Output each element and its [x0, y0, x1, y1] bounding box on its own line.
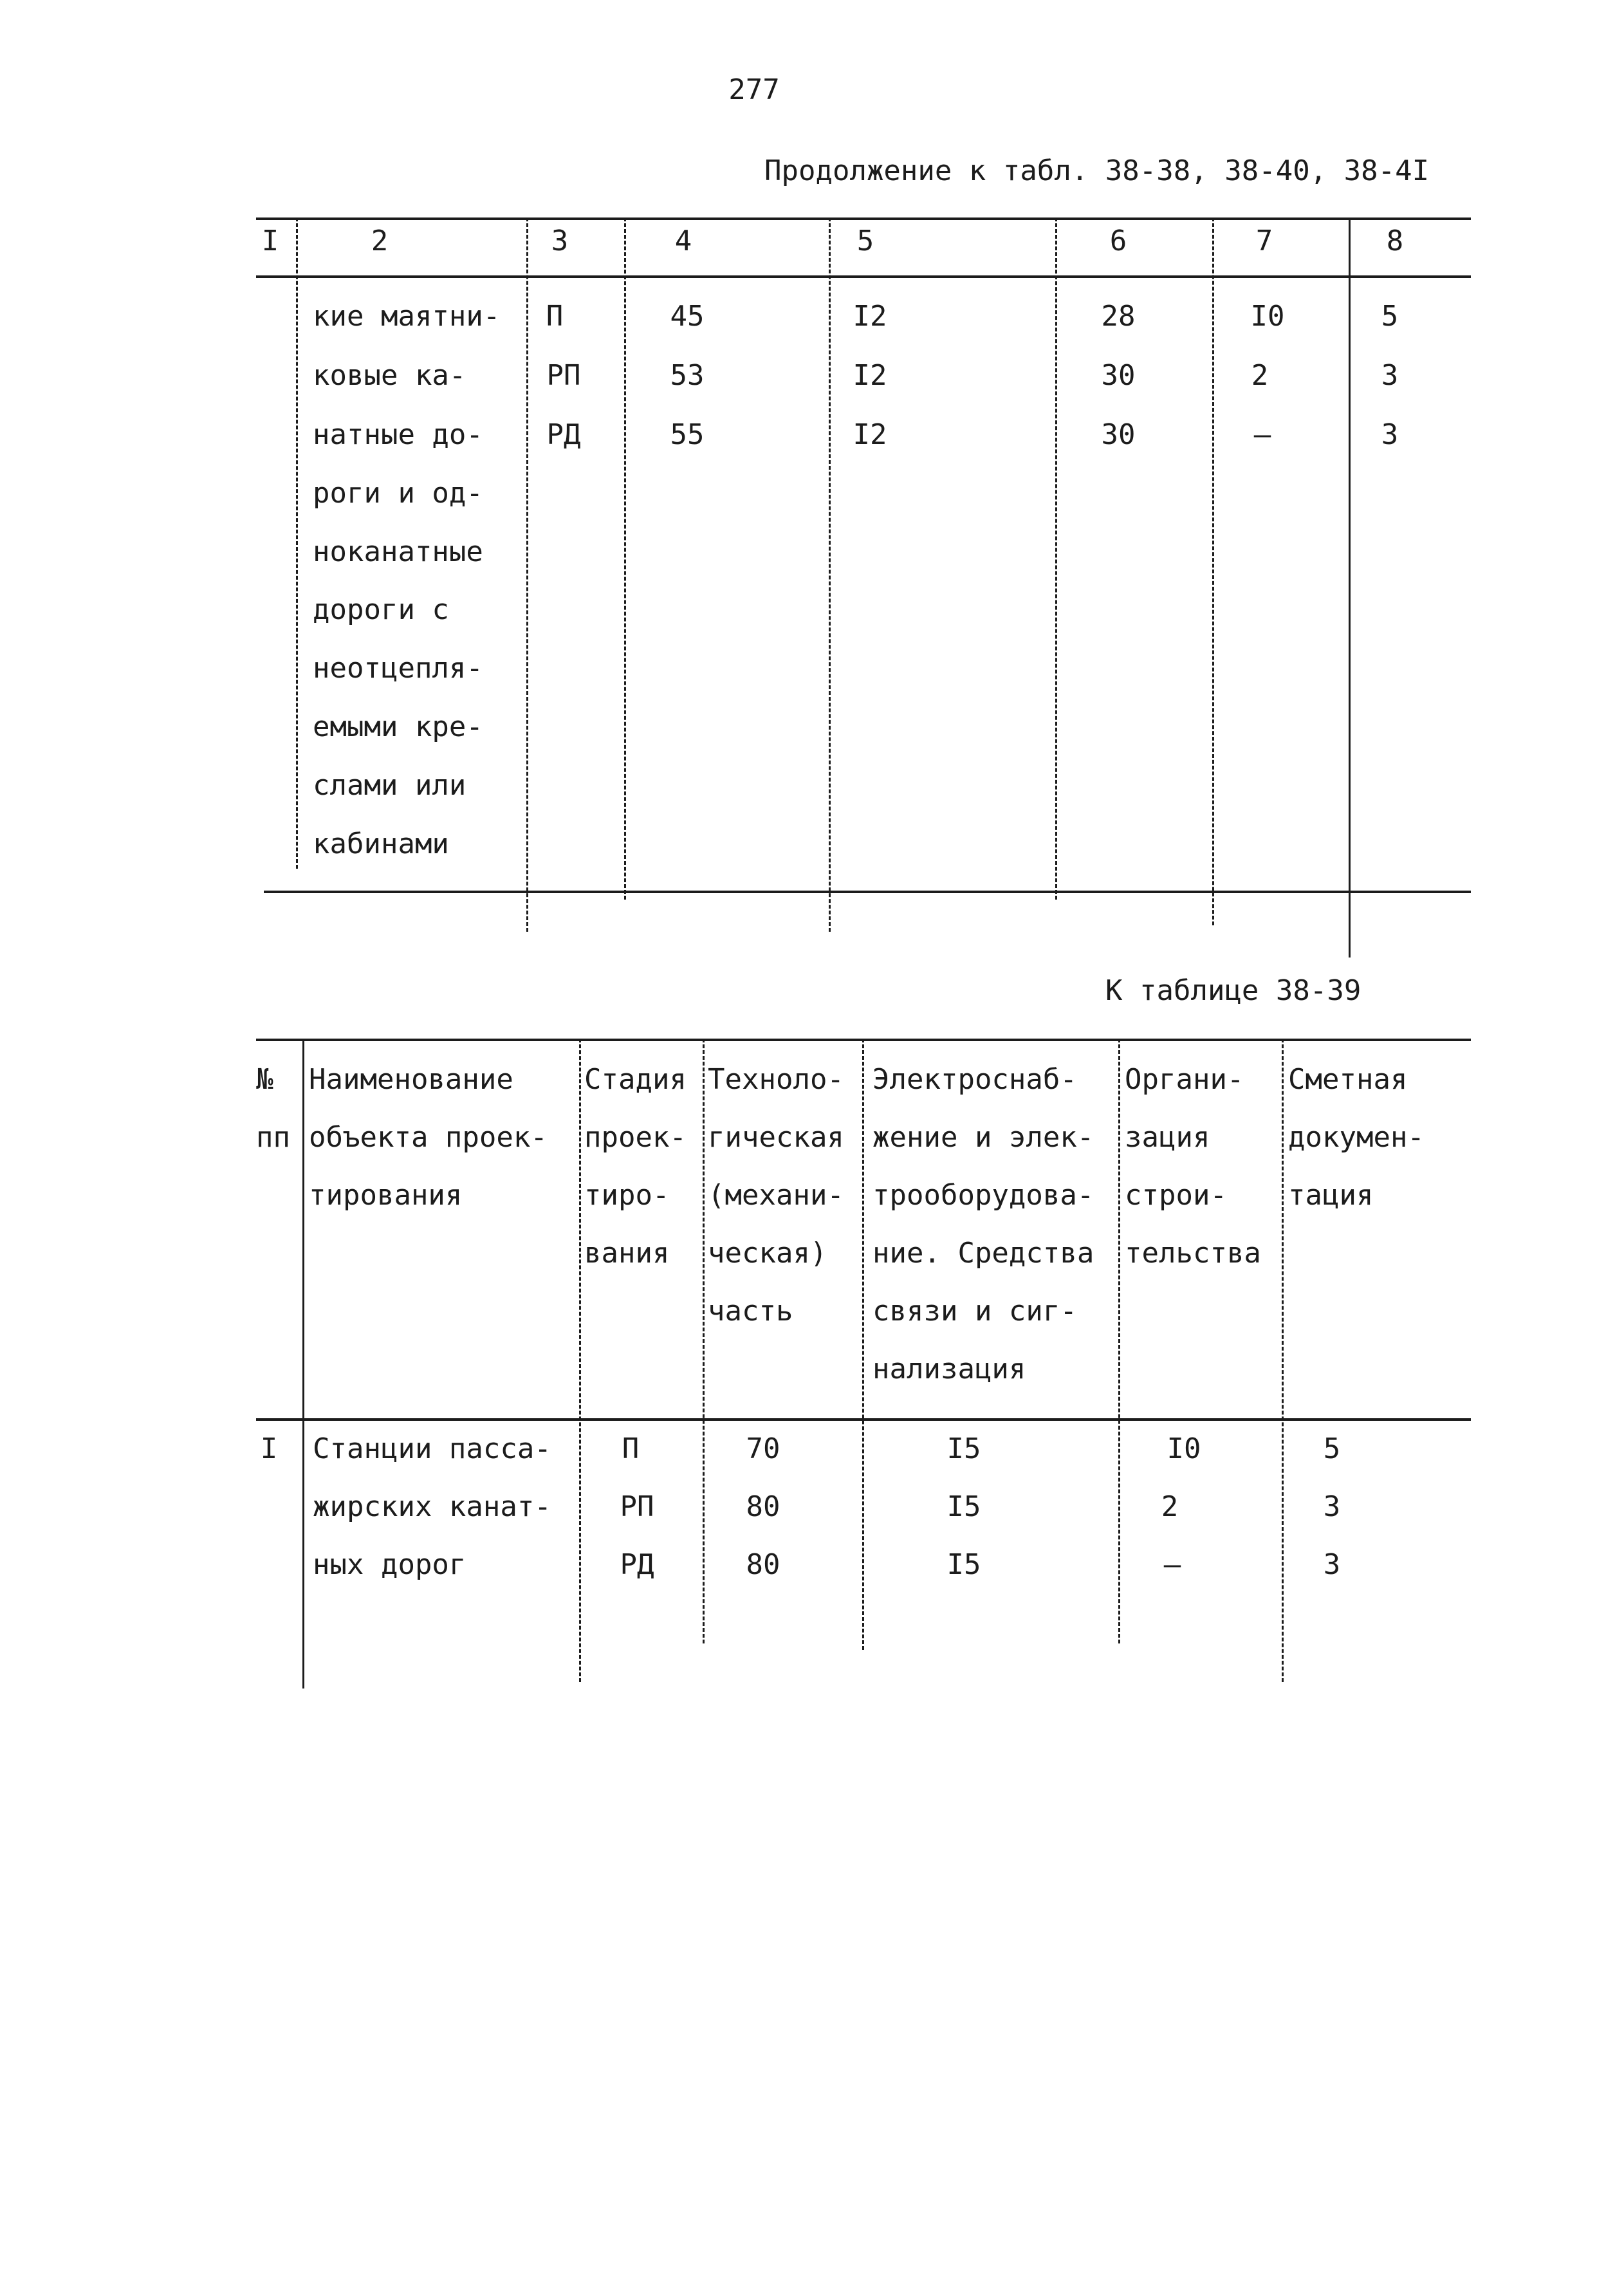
table1-header-rule — [256, 275, 1471, 278]
table1-name-line: натные до- — [313, 418, 483, 451]
table2-header-estimate: тация — [1288, 1179, 1374, 1212]
table1-cell: I2 — [853, 418, 887, 451]
table1-name-line: кабинами — [313, 828, 449, 860]
table2-cell: 70 — [746, 1432, 780, 1465]
table1-cell: 28 — [1101, 300, 1136, 333]
table2-stage: П — [622, 1432, 640, 1465]
table1-col-divider — [829, 217, 831, 932]
table2-header-estimate: докумен- — [1288, 1121, 1425, 1154]
table2-name-line: ных дорог — [313, 1548, 466, 1581]
table2-cell: 80 — [746, 1548, 780, 1581]
table1-col-header: 3 — [551, 225, 569, 257]
table2-caption: К таблице 38-39 — [1105, 974, 1361, 1007]
table1-stage: РП — [546, 359, 581, 392]
table1-col-header: 6 — [1109, 225, 1127, 257]
table1-name-line: ноканатные — [313, 535, 483, 568]
table1-cell: 2 — [1251, 359, 1269, 392]
table1-name-line: емыми кре- — [313, 710, 483, 743]
table1-col-header: 7 — [1255, 225, 1273, 257]
table2-header-elec: Электроснаб- — [872, 1063, 1077, 1096]
table1-cell: I2 — [853, 359, 887, 392]
table2-col-divider — [579, 1039, 581, 1682]
table2-cell: 5 — [1323, 1432, 1341, 1465]
table2-name-line: Станции пасса- — [313, 1432, 551, 1465]
table2-stage: РП — [620, 1490, 654, 1523]
table2-stage: РД — [620, 1548, 654, 1581]
table2-header-org: зация — [1125, 1121, 1210, 1154]
table1-cell: 5 — [1381, 300, 1399, 333]
table1-cell: 3 — [1381, 359, 1399, 392]
table1-col-divider — [1212, 217, 1214, 925]
table1-name-line: роги и од- — [313, 477, 483, 510]
table2-col-divider — [703, 1039, 705, 1643]
continuation-caption: Продолжение к табл. 38-38, 38-40, 38-4I — [764, 154, 1430, 187]
table1-cell: 30 — [1101, 418, 1136, 451]
table1-name-line: слами или — [313, 769, 466, 802]
table2-header-stage: проек- — [584, 1121, 687, 1154]
table2-header-tech: гическая — [708, 1121, 844, 1154]
page-number: 277 — [728, 73, 780, 106]
table2-header-stage: тиро- — [584, 1179, 670, 1212]
table2-cell: 3 — [1323, 1548, 1341, 1581]
table1-cell: 30 — [1101, 359, 1136, 392]
table1-name-line: ковые ка- — [313, 359, 466, 392]
table1-cell: 45 — [670, 300, 705, 333]
table1-col-divider — [1349, 217, 1351, 958]
table1-cell: I2 — [853, 300, 887, 333]
table2-cell: I0 — [1167, 1432, 1201, 1465]
table2-name-line: жирских канат- — [313, 1490, 551, 1523]
table1-stage: РД — [546, 418, 581, 451]
table2-col-divider — [862, 1039, 864, 1650]
table1-col-header: I — [261, 225, 279, 257]
table2-header-org: тельства — [1125, 1237, 1261, 1270]
table1-bottom-rule — [264, 891, 1471, 893]
table1-col-header: 5 — [856, 225, 874, 257]
table1-col-header: 4 — [674, 225, 692, 257]
table2-cell: – — [1163, 1548, 1181, 1581]
table2-header-org: Органи- — [1125, 1063, 1244, 1096]
table2-header-elec: жение и элек- — [872, 1121, 1094, 1154]
table1-col-divider — [526, 217, 528, 932]
table2-cell: 2 — [1161, 1490, 1179, 1523]
table1-col-divider — [624, 217, 626, 900]
table2-header-org: строи- — [1125, 1179, 1227, 1212]
table2-col-divider — [1118, 1039, 1120, 1643]
table1-cell: – — [1253, 418, 1271, 451]
table2-header-name: объекта проек- — [309, 1121, 548, 1154]
table2-header-elec: ние. Средства — [872, 1237, 1094, 1270]
table2-header-name: тирования — [309, 1179, 463, 1212]
table1-col-divider — [1055, 217, 1057, 900]
table2-cell: I5 — [946, 1548, 981, 1581]
table2-header-tech: часть — [708, 1295, 793, 1328]
table2-header-elec: нализация — [872, 1353, 1026, 1385]
table1-cell: I0 — [1250, 300, 1285, 333]
table1-name-line: неотцепля- — [313, 652, 483, 685]
table1-col-header: 8 — [1386, 225, 1404, 257]
table1-top-rule — [256, 217, 1471, 220]
table2-header-tech: (механи- — [708, 1179, 844, 1212]
table2-cell: 80 — [746, 1490, 780, 1523]
table2-header-elec: связи и сиг- — [872, 1295, 1077, 1328]
table2-cell: 3 — [1323, 1490, 1341, 1523]
table2-header-tech: Техноло- — [708, 1063, 844, 1096]
table2-header-elec: трооборудова- — [872, 1179, 1094, 1212]
table2-header-num: № — [256, 1063, 273, 1096]
table2-header-stage: Стадия — [584, 1063, 687, 1096]
table1-col-divider — [296, 217, 298, 869]
table2-cell: I5 — [946, 1490, 981, 1523]
table1-col-header: 2 — [371, 225, 389, 257]
table2-row-number: I — [260, 1432, 278, 1465]
table2-header-tech: ческая) — [708, 1237, 827, 1270]
table1-cell: 3 — [1381, 418, 1399, 451]
table2-header-stage: вания — [584, 1237, 670, 1270]
table1-name-line: кие маятни- — [313, 300, 501, 333]
table1-cell: 55 — [670, 418, 705, 451]
table1-cell: 53 — [670, 359, 705, 392]
table2-col-divider — [1282, 1039, 1284, 1682]
table1-stage: П — [546, 300, 564, 333]
table2-cell: I5 — [946, 1432, 981, 1465]
table2-header-estimate: Сметная — [1288, 1063, 1408, 1096]
table2-header-name: Наименование — [309, 1063, 513, 1096]
table2-col-divider — [302, 1039, 304, 1688]
table1-name-line: дороги с — [313, 593, 449, 626]
table2-header-num: пп — [256, 1121, 290, 1154]
